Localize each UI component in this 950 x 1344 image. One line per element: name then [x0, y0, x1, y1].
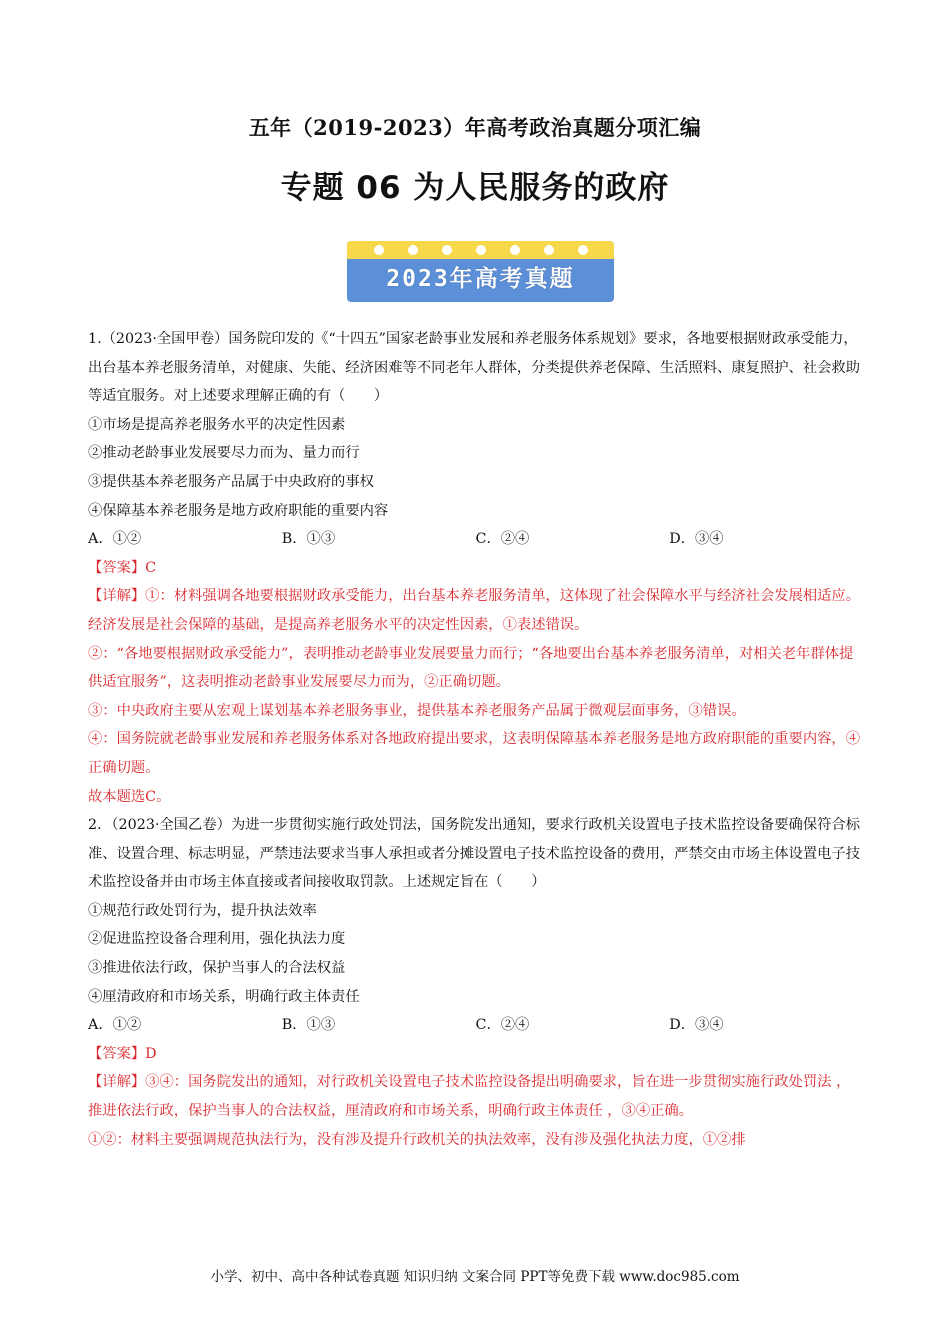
statement: ④保障基本养老服务是地方政府职能的重要内容 [88, 502, 389, 519]
explanation-line: ①②：材料主要强调规范执法行为，没有涉及提升行政机关的执法效率，没有涉及强化执法力度，①②排 [88, 1131, 746, 1148]
explanation-line: ③：中央政府主要从宏观上谋划基本养老服务事业，提供基本养老服务产品属于微观层面事务，③错误。 [88, 702, 746, 719]
option-d: D．③④ [669, 1017, 724, 1034]
statement: ①规范行政处罚行为，提升执法效率 [88, 902, 317, 919]
option-a: A．①② [88, 531, 142, 548]
explanation-line: ②：“各地要根据财政承受能力”，表明推动老龄事业发展要量力而行；“各地要出台基本养老服务清单，对相关老年群体提供适宜服务”，这表明推动老龄事业发展要尽力而为，②正确切题。 [88, 645, 854, 691]
dot-icon [408, 245, 418, 255]
statement: ③推进依法行政，保护当事人的合法权益 [88, 960, 346, 977]
dot-icon [510, 245, 520, 255]
question-content [88, 325, 863, 1154]
section-banner [347, 241, 614, 302]
statement: ③提供基本养老服务产品属于中央政府的事权 [88, 473, 374, 490]
question-2 [88, 811, 863, 1154]
question-stem: 1.（2023·全国甲卷）国务院印发的《“十四五”国家老龄事业发展和养老服务体系规划》要求，各地要根据财政承受能力，出台基本养老服务清单，对健康、失能、经济困难等不同老年人群体，分类提供养老保障、生活照料、康复照护、社会救助等适宜服务。对上述要求理解正确的有（ ） [88, 331, 861, 405]
explanation-line: 【详解】①：材料强调各地要根据财政承受能力，出台基本养老服务清单，这体现了社会保障水平与经济社会发展相适应。经济发展是社会保障的基础，是提高养老服务水平的决定性因素，①表述错误。 [88, 588, 861, 633]
option-a: A．①② [88, 1017, 142, 1034]
option-d: D．③④ [669, 531, 724, 548]
page-title: 专题 06 为人民服务的政府 [280, 170, 670, 206]
page-header [0, 112, 950, 207]
statement: ④厘清政府和市场关系，明确行政主体责任 [88, 988, 360, 1005]
statement: ①市场是提高养老服务水平的决定性因素 [88, 416, 346, 433]
dot-icon [544, 245, 554, 255]
banner-dots [347, 241, 614, 259]
explanation-line: 故本题选C。 [88, 788, 171, 805]
answer-options [88, 525, 863, 554]
question-stem: 2．（2023·全国乙卷）为进一步贯彻实施行政处罚法，国务院发出通知，要求行政机关设置电子技术监控设备要确保符合标准、设置合理、标志明显，严禁违法要求当事人承担或者分摊设置电子技术监控设备的费用，严禁交由市场主体设置电子技术监控设备并由市场主体直接或者间接收取罚款。上述规定旨在（ ） [88, 817, 861, 891]
option-c: C．②④ [475, 1017, 530, 1034]
question-1 [88, 325, 863, 811]
statement: ②推动老龄事业发展要尽力而为、量力而行 [88, 445, 360, 462]
statement: ②促进监控设备合理利用，强化执法力度 [88, 931, 346, 948]
banner-title: 2023年高考真题 [386, 266, 575, 292]
explanation-line: ④：国务院就老龄事业发展和养老服务体系对各地政府提出要求，这表明保障基本养老服务是地方政府职能的重要内容，④正确切题。 [88, 731, 861, 776]
dot-icon [374, 245, 384, 255]
answer-options [88, 1011, 863, 1040]
option-b: B．①③ [281, 531, 336, 548]
answer-label: 【答案】C [88, 559, 157, 576]
dot-icon [476, 245, 486, 255]
dot-icon [442, 245, 452, 255]
answer-label: 【答案】D [88, 1045, 157, 1062]
option-c: C．②④ [475, 531, 530, 548]
series-title: 五年（2019-2023）年高考政治真题分项汇编 [248, 115, 702, 140]
page-footer: 小学、初中、高中各种试卷真题 知识归纳 文案合同 PPT等免费下载 www.doc985.com [210, 1269, 740, 1285]
option-b: B．①③ [281, 1017, 336, 1034]
explanation-line: 【详解】③④：国务院发出的通知，对行政机关设置电子技术监控设备提出明确要求，旨在进一步贯彻实施行政处罚法 ，推进依法行政，保护当事人的合法权益，厘清政府和市场关系，明确行政主体责任 ，③④正确。 [88, 1074, 851, 1120]
dot-icon [578, 245, 588, 255]
